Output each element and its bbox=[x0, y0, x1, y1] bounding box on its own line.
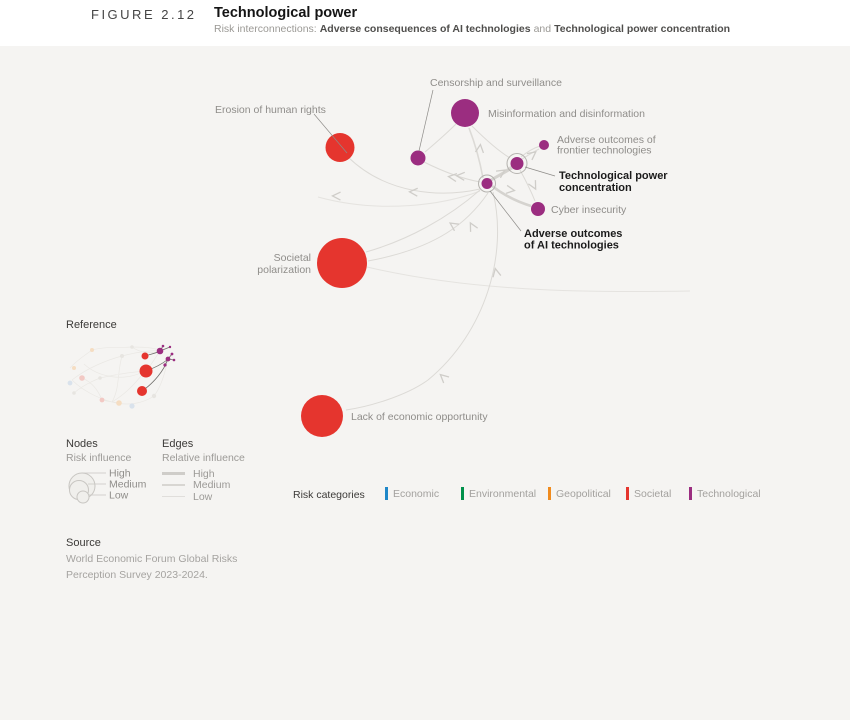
economic-swatch bbox=[385, 487, 388, 500]
minimap-highlighted-subgraph bbox=[137, 345, 175, 396]
category-societal bbox=[626, 487, 671, 500]
category-societal-label: Societal bbox=[634, 487, 672, 500]
category-technological bbox=[689, 487, 761, 500]
edges-legend-title: Edges bbox=[162, 438, 194, 450]
label-technological-power-line1: Technological power bbox=[559, 170, 668, 182]
edge-swatch-high bbox=[162, 472, 185, 475]
source-line-1: World Economic Forum Global Risks bbox=[66, 553, 238, 565]
label-societal-polarization-line1: Societal bbox=[273, 252, 311, 264]
subtitle-conjunction: and bbox=[533, 23, 552, 35]
edges-legend-medium: Medium bbox=[193, 479, 231, 492]
category-geopolitical-label: Geopolitical bbox=[556, 487, 611, 500]
network-edges bbox=[318, 124, 690, 410]
risk-categories-title: Risk categories bbox=[293, 489, 365, 501]
nodes-legend-title: Nodes bbox=[66, 438, 98, 450]
label-lack-of-economic-opportunity: Lack of economic opportunity bbox=[351, 411, 488, 423]
node-technological-power-concentration bbox=[511, 157, 524, 170]
edge-swatch-medium bbox=[162, 484, 185, 486]
category-economic bbox=[385, 487, 439, 500]
label-censorship-and-surveillance: Censorship and surveillance bbox=[430, 77, 562, 89]
node-adverse-outcomes-ai-technologies bbox=[482, 178, 493, 189]
label-ai-technologies-line1: Adverse outcomes bbox=[524, 228, 623, 240]
label-cyber-insecurity: Cyber insecurity bbox=[551, 204, 627, 216]
nodes-legend-medium: Medium bbox=[109, 478, 147, 491]
technological-swatch bbox=[689, 487, 692, 500]
minimap-faint-network bbox=[68, 345, 168, 408]
node-cyber-insecurity bbox=[531, 202, 545, 216]
edges-legend-high: High bbox=[193, 467, 215, 480]
source-title: Source bbox=[66, 537, 101, 549]
label-technological-power-line2: concentration bbox=[559, 182, 632, 194]
subtitle-prefix: Risk interconnections: bbox=[214, 23, 317, 35]
edges-legend-row-high bbox=[162, 468, 230, 480]
label-frontier-technologies-line1: Adverse outcomes of bbox=[557, 134, 656, 146]
node-censorship-and-surveillance bbox=[411, 151, 426, 166]
label-erosion-of-human-rights: Erosion of human rights bbox=[215, 104, 326, 116]
network-labels bbox=[215, 77, 668, 423]
label-societal-polarization-line2: polarization bbox=[257, 264, 311, 276]
source-block bbox=[66, 537, 237, 581]
node-erosion-of-human-rights bbox=[326, 133, 355, 162]
node-misinformation-and-disinformation bbox=[451, 99, 479, 127]
label-ai-technologies-line2: of AI technologies bbox=[524, 239, 619, 252]
subtitle-risk-2: Technological power concentration bbox=[554, 23, 731, 35]
nodes-legend-low: Low bbox=[109, 489, 129, 502]
edges-legend-low: Low bbox=[193, 490, 213, 503]
category-geopolitical bbox=[548, 487, 611, 500]
edges-legend-subtitle: Relative influence bbox=[162, 452, 245, 464]
risk-categories-legend bbox=[0, 487, 850, 503]
label-frontier-technologies-line2: frontier technologies bbox=[557, 144, 652, 157]
geopolitical-swatch bbox=[548, 487, 551, 500]
subtitle-risk-1: Adverse consequences of AI technologies bbox=[319, 23, 531, 35]
network-nodes bbox=[301, 99, 549, 437]
node-adverse-outcomes-frontier-technologies bbox=[539, 140, 549, 150]
category-environmental bbox=[461, 487, 536, 500]
category-technological-label: Technological bbox=[697, 487, 761, 500]
societal-swatch bbox=[626, 487, 629, 500]
reference-title: Reference bbox=[66, 319, 117, 331]
reference-minimap bbox=[62, 338, 188, 418]
figure-number: FIGURE 2.12 bbox=[91, 7, 197, 22]
node-lack-of-economic-opportunity bbox=[301, 395, 343, 437]
category-economic-label: Economic bbox=[393, 487, 440, 500]
category-environmental-label: Environmental bbox=[469, 487, 537, 500]
nodes-legend-subtitle: Risk influence bbox=[66, 452, 132, 464]
label-misinformation-and-disinformation: Misinformation and disinformation bbox=[488, 108, 645, 120]
node-societal-polarization bbox=[317, 238, 367, 288]
nodes-legend-high: High bbox=[109, 467, 131, 480]
source-line-2: Perception Survey 2023-2024. bbox=[66, 569, 208, 581]
page-title: Technological power bbox=[214, 5, 358, 21]
environmental-swatch bbox=[461, 487, 464, 500]
